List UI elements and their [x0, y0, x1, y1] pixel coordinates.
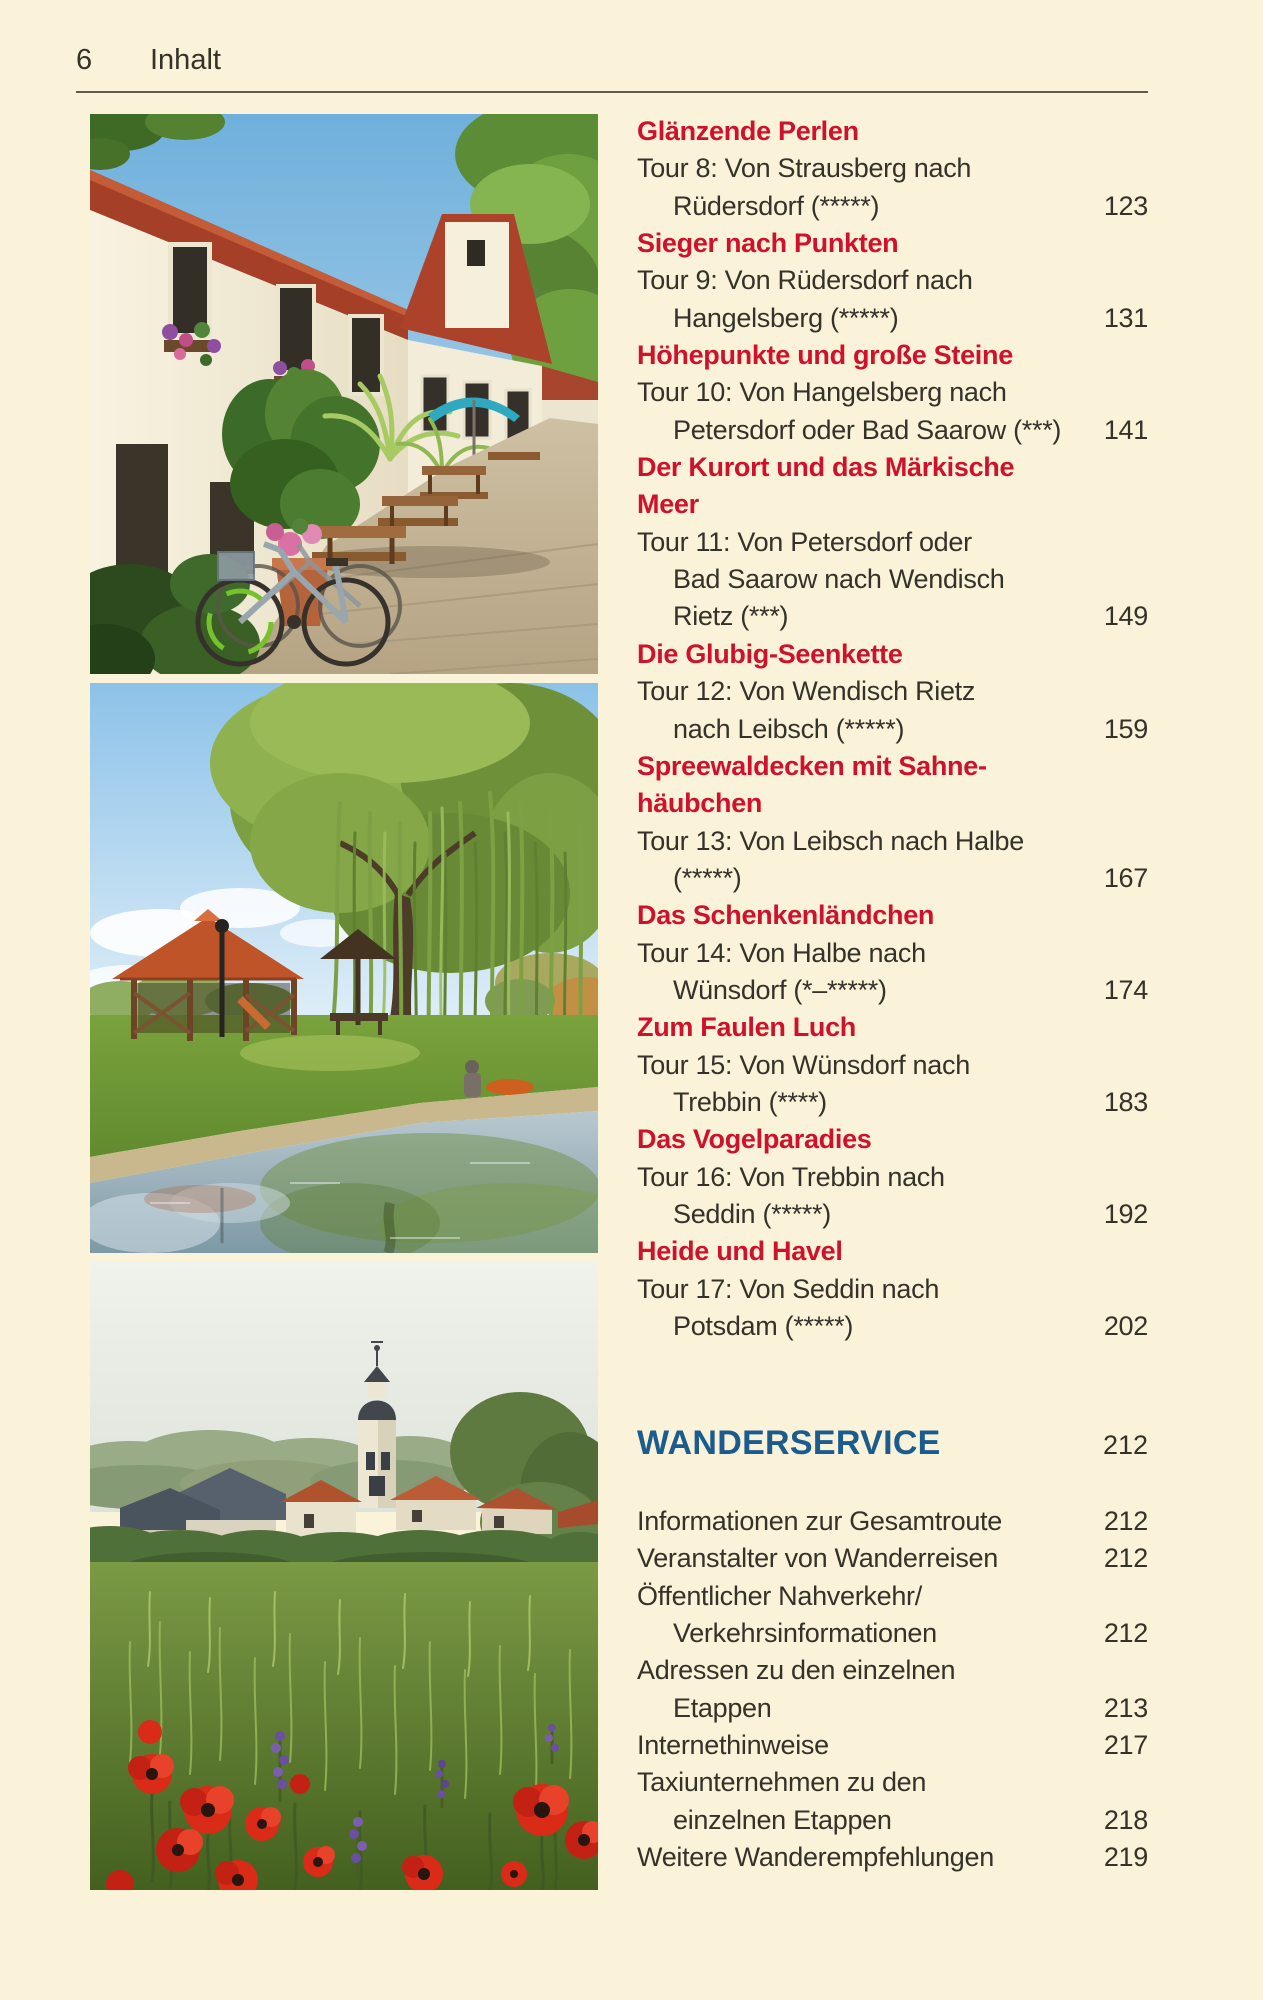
- toc-entry-line: [637, 262, 1148, 299]
- entry-text: Tour 12: Von Wendisch Rietz: [637, 676, 976, 707]
- toc-section-heading: [637, 225, 1148, 262]
- photo-guesthouse: [90, 114, 598, 674]
- entry-text: Tour 15: Von Wünsdorf nach: [637, 1049, 970, 1080]
- entry-page-number: 192: [1103, 1198, 1148, 1229]
- entry-text: Spreewaldecken mit Sahne-: [637, 750, 987, 781]
- header-rule: [76, 91, 1148, 93]
- toc-section-heading: [637, 337, 1148, 374]
- entry-page-number: 167: [1103, 862, 1148, 893]
- page-number: 6: [76, 44, 93, 76]
- toc-entry-line: [637, 300, 1148, 337]
- toc-entry-line: [637, 1084, 1148, 1121]
- toc-entry-line: [637, 188, 1148, 225]
- entry-text: (*****): [673, 862, 742, 893]
- service-list: [637, 1503, 1148, 1876]
- toc-section-heading: [637, 1009, 1148, 1046]
- entry-page-number: 131: [1103, 302, 1148, 333]
- service-entry-line: [637, 1503, 1148, 1540]
- photo-willow-pond: [90, 683, 598, 1253]
- grass-highlight: [240, 1035, 420, 1071]
- orange-kayak: [486, 1079, 534, 1095]
- entry-text: häubchen: [637, 788, 763, 819]
- entry-page-number: 217: [1103, 1730, 1148, 1761]
- toc-entry-line: [637, 711, 1148, 748]
- photos-column: [90, 114, 598, 1890]
- service-entry-line: [637, 1540, 1148, 1577]
- entry-text: Sieger nach Punkten: [637, 228, 899, 259]
- entry-text: Internethinweise: [637, 1730, 829, 1761]
- entry-text: Heide und Havel: [637, 1236, 843, 1267]
- entry-text: Die Glubig-Seenkette: [637, 638, 903, 669]
- entry-text: Tour 16: Von Trebbin nach: [637, 1161, 945, 1192]
- entry-text: Rietz (***): [673, 601, 789, 632]
- toc-entry-line: [637, 1308, 1148, 1345]
- toc-entry-line: [637, 412, 1148, 449]
- entry-text: Öffentlicher Nahverkehr/: [637, 1580, 922, 1611]
- entry-page-number: 123: [1103, 190, 1148, 221]
- toc-entry-line: [637, 860, 1148, 897]
- toc-entry-line: [637, 374, 1148, 411]
- toc-section-heading: [637, 486, 1148, 523]
- entry-text: Tour 14: Von Halbe nach: [637, 937, 926, 968]
- toc-entry-line: [637, 1271, 1148, 1308]
- entry-page-number: 183: [1103, 1086, 1148, 1117]
- entry-text: Etappen: [673, 1692, 772, 1723]
- photo-poppy-field: [90, 1262, 598, 1890]
- service-entry-line: [637, 1727, 1148, 1764]
- toc-entry-line: [637, 1159, 1148, 1196]
- entry-page-number: 141: [1103, 414, 1148, 445]
- entry-page-number: 212: [1103, 1506, 1148, 1536]
- toc-entry-line: [637, 561, 1148, 598]
- service-entry-line: [637, 1652, 1148, 1689]
- toc-section-heading: [637, 113, 1148, 150]
- entry-text: Meer: [637, 489, 699, 520]
- service-section: [637, 1421, 1148, 1876]
- entry-page-number: 159: [1103, 713, 1148, 744]
- entry-page-number: 212: [1103, 1618, 1148, 1649]
- toc-entry-line: [637, 935, 1148, 972]
- service-entry-line: [637, 1802, 1148, 1839]
- service-entry-line: [637, 1615, 1148, 1652]
- entry-page-number: 219: [1103, 1842, 1148, 1873]
- toc-entry-line: [637, 823, 1148, 860]
- entry-text: Verkehrsinformationen: [673, 1618, 937, 1649]
- toc-section-heading: [637, 897, 1148, 934]
- service-entry-line: [637, 1764, 1148, 1801]
- photo-willow-pond-svg: [90, 683, 598, 1253]
- entry-text: Das Vogelparadies: [637, 1124, 872, 1155]
- entry-page-number: 174: [1103, 974, 1148, 1005]
- entry-page-number: 149: [1103, 601, 1148, 632]
- entry-text: Adressen zu den einzelnen: [637, 1655, 956, 1686]
- entry-text: Rüdersdorf (*****): [673, 190, 880, 221]
- toc-section-heading: [637, 449, 1148, 486]
- entry-text: Weitere Wanderempfehlungen: [637, 1842, 994, 1873]
- entry-page-number: 202: [1103, 1311, 1148, 1341]
- entry-text: Potsdam (*****): [673, 1311, 854, 1341]
- entry-page-number: 212: [1103, 1543, 1148, 1574]
- entry-text: Wünsdorf (*–*****): [673, 974, 887, 1005]
- entry-text: Tour 11: Von Petersdorf oder: [637, 526, 972, 557]
- entry-text: Trebbin (****): [673, 1086, 827, 1117]
- toc-section-heading: [637, 636, 1148, 673]
- entry-page-number: 213: [1103, 1692, 1148, 1723]
- entry-text: Glänzende Perlen: [637, 116, 859, 146]
- entry-text: Tour 8: Von Strausberg nach: [637, 153, 972, 184]
- entry-text: Das Schenkenländchen: [637, 900, 935, 931]
- toc-entry-line: [637, 673, 1148, 710]
- entry-text: Informationen zur Gesamtroute: [637, 1506, 1002, 1536]
- entry-text: Veranstalter von Wanderreisen: [637, 1543, 998, 1574]
- toc-entry-line: [637, 1196, 1148, 1233]
- entry-text: Bad Saarow nach Wendisch: [673, 564, 1005, 595]
- entry-text: Tour 13: Von Leibsch nach Halbe: [637, 825, 1024, 856]
- toc-entry-line: [637, 150, 1148, 187]
- service-entry-line: [637, 1690, 1148, 1727]
- page-title: Inhalt: [150, 44, 221, 76]
- toc-entry-line: [637, 1047, 1148, 1084]
- toc-entry-line: [637, 972, 1148, 1009]
- entry-text: Tour 10: Von Hangelsberg nach: [637, 377, 1007, 408]
- toc-list: [637, 113, 1148, 1345]
- entry-text: nach Leibsch (*****): [673, 713, 905, 744]
- toc-entry-line: [637, 598, 1148, 635]
- entry-text: Petersdorf oder Bad Saarow (***): [673, 414, 1062, 445]
- entry-text: Seddin (*****): [673, 1198, 831, 1229]
- toc-entry-line: [637, 524, 1148, 561]
- entry-page-number: 218: [1103, 1804, 1148, 1835]
- entry-text: Der Kurort und das Märkische: [637, 452, 1015, 483]
- service-entry-line: [637, 1839, 1148, 1876]
- toc-section-heading: [637, 1121, 1148, 1158]
- entry-text: Zum Faulen Luch: [637, 1012, 857, 1043]
- person-at-shore: [464, 1060, 481, 1097]
- photo-guesthouse-svg: [90, 114, 598, 674]
- entry-text: Tour 17: Von Seddin nach: [637, 1273, 940, 1304]
- entry-text: Höhepunkte und große Steine: [637, 340, 1013, 371]
- entry-text: Taxiunternehmen zu den: [637, 1767, 927, 1798]
- toc-section-heading: [637, 1233, 1148, 1270]
- entry-text: Tour 9: Von Rüdersdorf nach: [637, 265, 973, 296]
- toc-section-heading: [637, 785, 1148, 822]
- service-title-row: [637, 1421, 1148, 1465]
- service-entry-line: [637, 1578, 1148, 1615]
- service-title-page-number: 212: [1102, 1430, 1148, 1460]
- service-title: WANDERSERVICE: [637, 1424, 941, 1462]
- entry-text: einzelnen Etappen: [673, 1804, 892, 1835]
- photo-poppy-field-svg: [90, 1262, 598, 1890]
- toc-section-heading: [637, 748, 1148, 785]
- entry-text: Hangelsberg (*****): [673, 302, 899, 333]
